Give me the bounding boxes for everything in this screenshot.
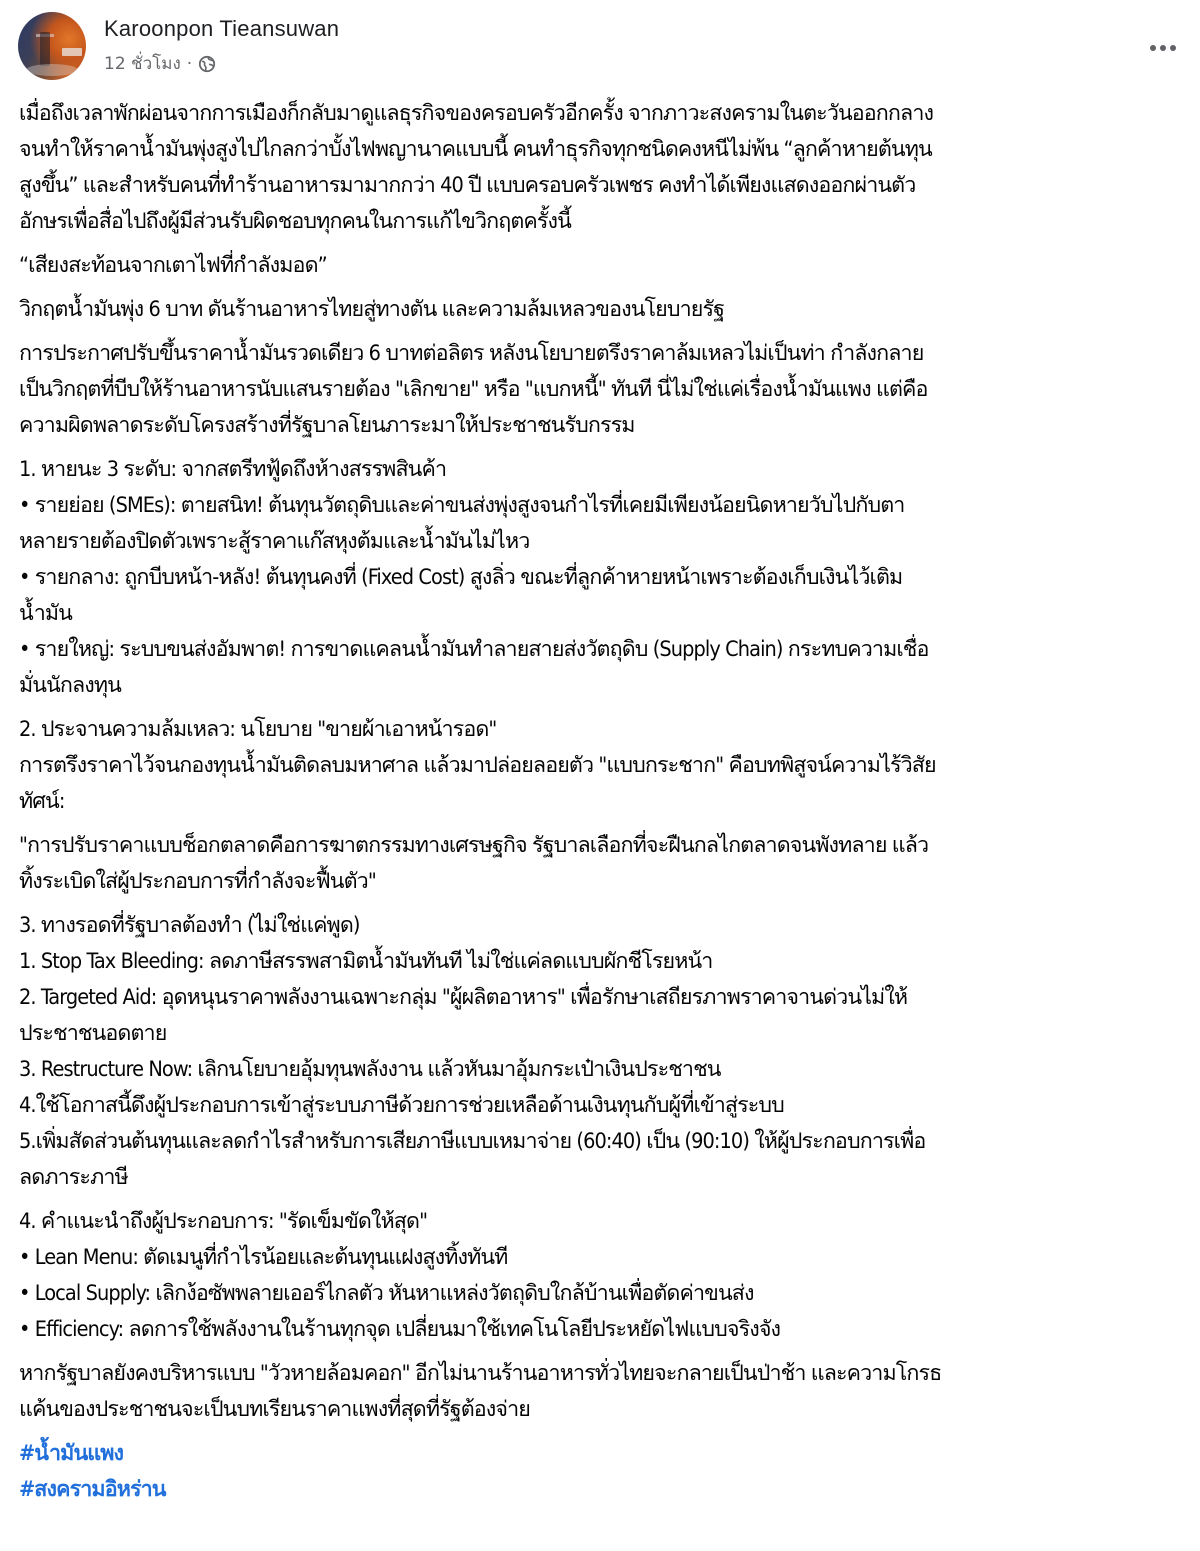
section-line: การตรึงราคาไว้จนกองทุนน้ำมันติดลบมหาศาล แล้วมาปล่อยลอยตัว "แบบกระชาก" คือบทพิสูจน์ความไร้วิสัย: [19, 753, 936, 778]
lead-line: ความผิดพลาดระดับโครงสร้างที่รัฐบาลโยนภาระมาให้ประชาชนรับกรรม: [19, 413, 635, 438]
section-line: ลดภาระภาษี: [19, 1165, 128, 1190]
post-timestamp[interactable]: 12 ชั่วโมง: [104, 54, 181, 74]
hashtag-link[interactable]: #น้ำมันแพง: [19, 1441, 124, 1466]
more-options-button[interactable]: [1146, 38, 1180, 58]
section-line: 2. Targeted Aid: อุดหนุนราคาพลังงานเฉพาะกลุ่ม "ผู้ผลิตอาหาร" เพื่อรักษาเสถียรภาพราคาจานด่วนไม่ให้: [19, 985, 908, 1010]
section-line: หลายรายต้องปิดตัวเพราะสู้ราคาแก๊สหุงต้มและน้ำมันไม่ไหว: [19, 529, 530, 554]
post-header: [18, 12, 1182, 82]
section-line: • รายย่อย (SMEs): ตายสนิท! ต้นทุนวัตถุดิบและค่าขนส่งพุ่งสูงจนกำไรที่เคยมีเพียงน้อยนิดหายวับไปกับตา: [19, 493, 905, 518]
section-line: 5.เพิ่มสัดส่วนต้นทุนและลดกำไรสำหรับการเสียภาษีแบบเหมาจ่าย (60:40) เป็น (90:10) ให้ผู้ประกอบการเพื่อ: [19, 1129, 926, 1154]
more-horizontal-icon: [1150, 45, 1156, 51]
section-title: 1. หายนะ 3 ระดับ: จากสตรีทฟู้ดถึงห้างสรรพสินค้า: [19, 457, 447, 482]
globe-icon[interactable]: [198, 55, 216, 73]
section-line: • รายใหญ่: ระบบขนส่งอัมพาต! การขาดแคลนน้ำมันทำลายสายส่งวัตถุดิบ (Supply Chain) กระทบความเชื่อ: [19, 637, 929, 662]
more-horizontal-icon: [1170, 45, 1176, 51]
avatar-detail: [62, 48, 82, 56]
intro-line: เมื่อถึงเวลาพักผ่อนจากการเมืองก็กลับมาดูแลธุรกิจของครอบครัวอีกครั้ง จากภาวะสงครามในตะวันออกกลาง: [19, 101, 934, 126]
section-line: • Lean Menu: ตัดเมนูที่กำไรน้อยและต้นทุนแฝงสูงทิ้งทันที: [19, 1245, 508, 1270]
lead-line: การประกาศปรับขึ้นราคาน้ำมันรวดเดียว 6 บาทต่อลิตร หลังนโยบายตรึงราคาล้มเหลวไม่เป็นท่า กำลังกลาย: [19, 341, 924, 366]
intro-line: อักษรเพื่อสื่อไปถึงผู้มีส่วนรับผิดชอบทุกคนในการแก้ไขวิกฤตครั้งนี้: [19, 209, 571, 234]
headline: วิกฤตน้ำมันพุ่ง 6 บาท ดันร้านอาหารไทยสู่ทางตัน และความล้มเหลวของนโยบายรัฐ: [19, 297, 725, 322]
section-line: 4.ใช้โอกาสนี้ดึงผู้ประกอบการเข้าสู่ระบบภาษีด้วยการช่วยเหลือด้านเงินทุนกับผู้ที่เข้าสู่ระบบ: [19, 1093, 784, 1118]
section-title: 3. ทางรอดที่รัฐบาลต้องทำ (ไม่ใช่แค่พูด): [19, 913, 360, 938]
conclusion-line: แค้นของประชาชนจะเป็นบทเรียนราคาแพงที่สุดที่รัฐต้องจ่าย: [19, 1397, 530, 1422]
section-quote: ทิ้งระเบิดใส่ผู้ประกอบการที่กำลังจะฟื้นตัว": [19, 869, 376, 894]
conclusion-line: หากรัฐบาลยังคงบริหารแบบ "วัวหายล้อมคอก" อีกไม่นานร้านอาหารทั่วไทยจะกลายเป็นป่าช้า และความโกรธ: [19, 1361, 942, 1386]
section-line: • Efficiency: ลดการใช้พลังงานในร้านทุกจุด เปลี่ยนมาใช้เทคโนโลยีประหยัดไฟแบบจริงจัง: [19, 1317, 781, 1342]
intro-line: สูงขึ้น” และสำหรับคนที่ทำร้านอาหารมามากกว่า 40 ปี แบบครอบครัวเพชร คงทำได้เพียงแสดงออกผ่านตัว: [19, 173, 916, 198]
section-line: 3. Restructure Now: เลิกนโยบายอุ้มทุนพลังงาน แล้วหันมาอุ้มกระเป๋าเงินประชาชน: [19, 1057, 721, 1082]
post-body: [19, 96, 1184, 1508]
section-line: มั่นนักลงทุน: [19, 673, 121, 698]
section-line: ทัศน์:: [19, 789, 65, 814]
hashtag-link[interactable]: #สงครามอิหร่าน: [19, 1477, 166, 1502]
quote-title: “เสียงสะท้อนจากเตาไฟที่กำลังมอด”: [19, 253, 327, 278]
section-title: 4. คำแนะนำถึงผู้ประกอบการ: "รัดเข็มขัดให้สุด": [19, 1209, 428, 1234]
more-horizontal-icon: [1160, 45, 1166, 51]
section-line: 1. Stop Tax Bleeding: ลดภาษีสรรพสามิตน้ำมันทันที ไม่ใช่แค่ลดแบบผักชีโรยหน้า: [19, 949, 713, 974]
author-avatar[interactable]: [18, 12, 86, 80]
section-quote: "การปรับราคาแบบช็อกตลาดคือการฆาตกรรมทางเศรษฐกิจ รัฐบาลเลือกที่จะฝืนกลไกตลาดจนพังทลาย แล้ว: [19, 833, 929, 858]
lead-line: เป็นวิกฤตที่บีบให้ร้านอาหารนับแสนรายต้อง "เลิกขาย" หรือ "แบกหนี้" ทันที นี่ไม่ใช่แค่เรื่องน้ำมันแพง แต่คือ: [19, 377, 928, 402]
meta-separator: ·: [186, 53, 193, 74]
avatar-detail: [26, 64, 78, 76]
author-name[interactable]: Karoonpon Tieansuwan: [104, 16, 340, 41]
section-line: น้ำมัน: [19, 601, 72, 626]
section-line: • รายกลาง: ถูกบีบหน้า-หลัง! ต้นทุนคงที่ (Fixed Cost) สูงลิ่ว ขณะที่ลูกค้าหายหน้าเพราะต้องเก็บเงินไว้เติม: [19, 565, 903, 590]
intro-line: จนทำให้ราคาน้ำมันพุ่งสูงไปไกลกว่าบั้งไฟพญานาคแบบนี้ คนทำธุรกิจทุกชนิดคงหนีไม่พ้น “ลูกค้าหายต้นทุน: [19, 137, 932, 162]
section-line: ประชาชนอดตาย: [19, 1021, 167, 1046]
post-meta: [104, 50, 216, 77]
section-line: • Local Supply: เลิกง้อซัพพลายเออร์ไกลตัว หันหาแหล่งวัตถุดิบใกล้บ้านเพื่อตัดค่าขนส่ง: [19, 1281, 754, 1306]
avatar-detail: [40, 32, 50, 66]
section-title: 2. ประจานความล้มเหลว: นโยบาย "ขายผ้าเอาหน้ารอด": [19, 717, 497, 742]
